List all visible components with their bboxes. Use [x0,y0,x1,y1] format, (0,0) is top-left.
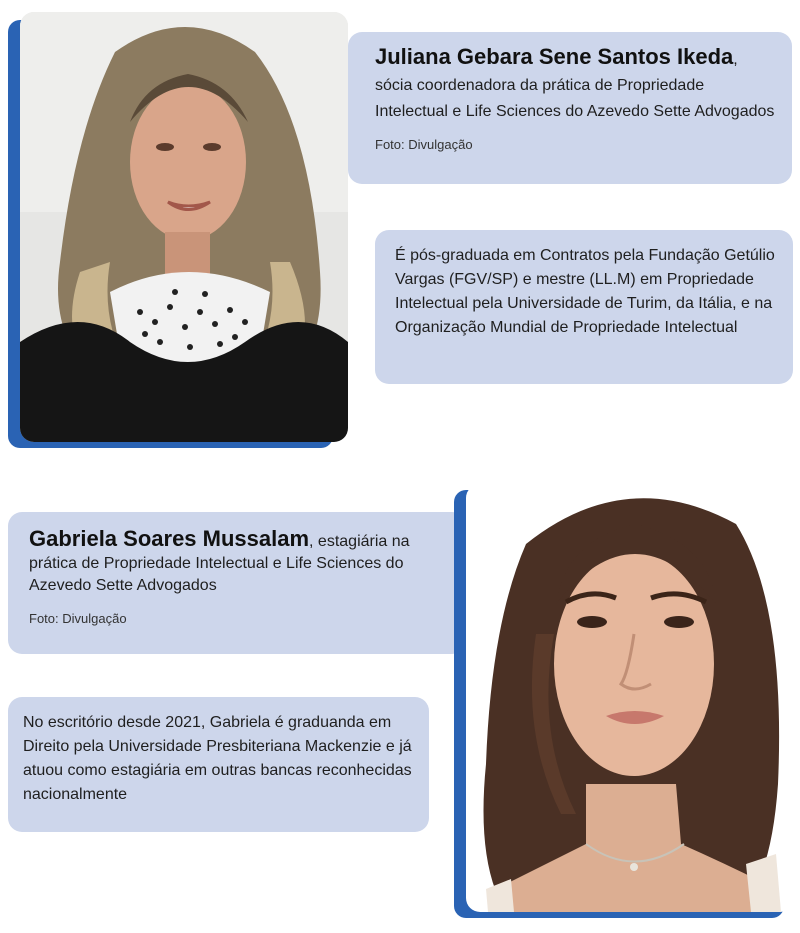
person-name: Gabriela Soares Mussalam [29,526,310,551]
person-role: , sócia coordenadora da prática de Propriedade Intelectual e Life Sciences do Azevedo Sette Advogados [375,51,775,120]
photo-credit: Foto: Divulgação [29,611,127,626]
juliana-title-card [348,32,792,184]
photo-credit: Foto: Divulgação [375,137,473,152]
gabriela-photo [466,484,794,912]
gabriela-title-card [8,512,466,654]
juliana-heading [375,44,776,125]
gabriela-bio-card [8,697,429,832]
juliana-bio-card [375,230,793,384]
gabriela-heading [29,528,426,597]
person-bio: É pós-graduada em Contratos pela Fundação Getúlio Vargas (FGV/SP) e mestre (LL.M) em Propriedade Intelectual pela Universidade de Turim, da Itália, e na Organização Mundial de Propriedade Intelectual [395,247,775,336]
person-name: Juliana Gebara Sene Santos Ikeda [375,44,734,69]
juliana-photo [20,12,348,442]
person-role: , estagiária na prática de Propriedade Intelectual e Life Sciences do Azevedo Sette Advogados [29,533,410,594]
person-bio: No escritório desde 2021, Gabriela é graduanda em Direito pela Universidade Presbiteriana Mackenzie e já atuou como estagiária em outras bancas reconhecidas nacionalmente [23,714,412,803]
